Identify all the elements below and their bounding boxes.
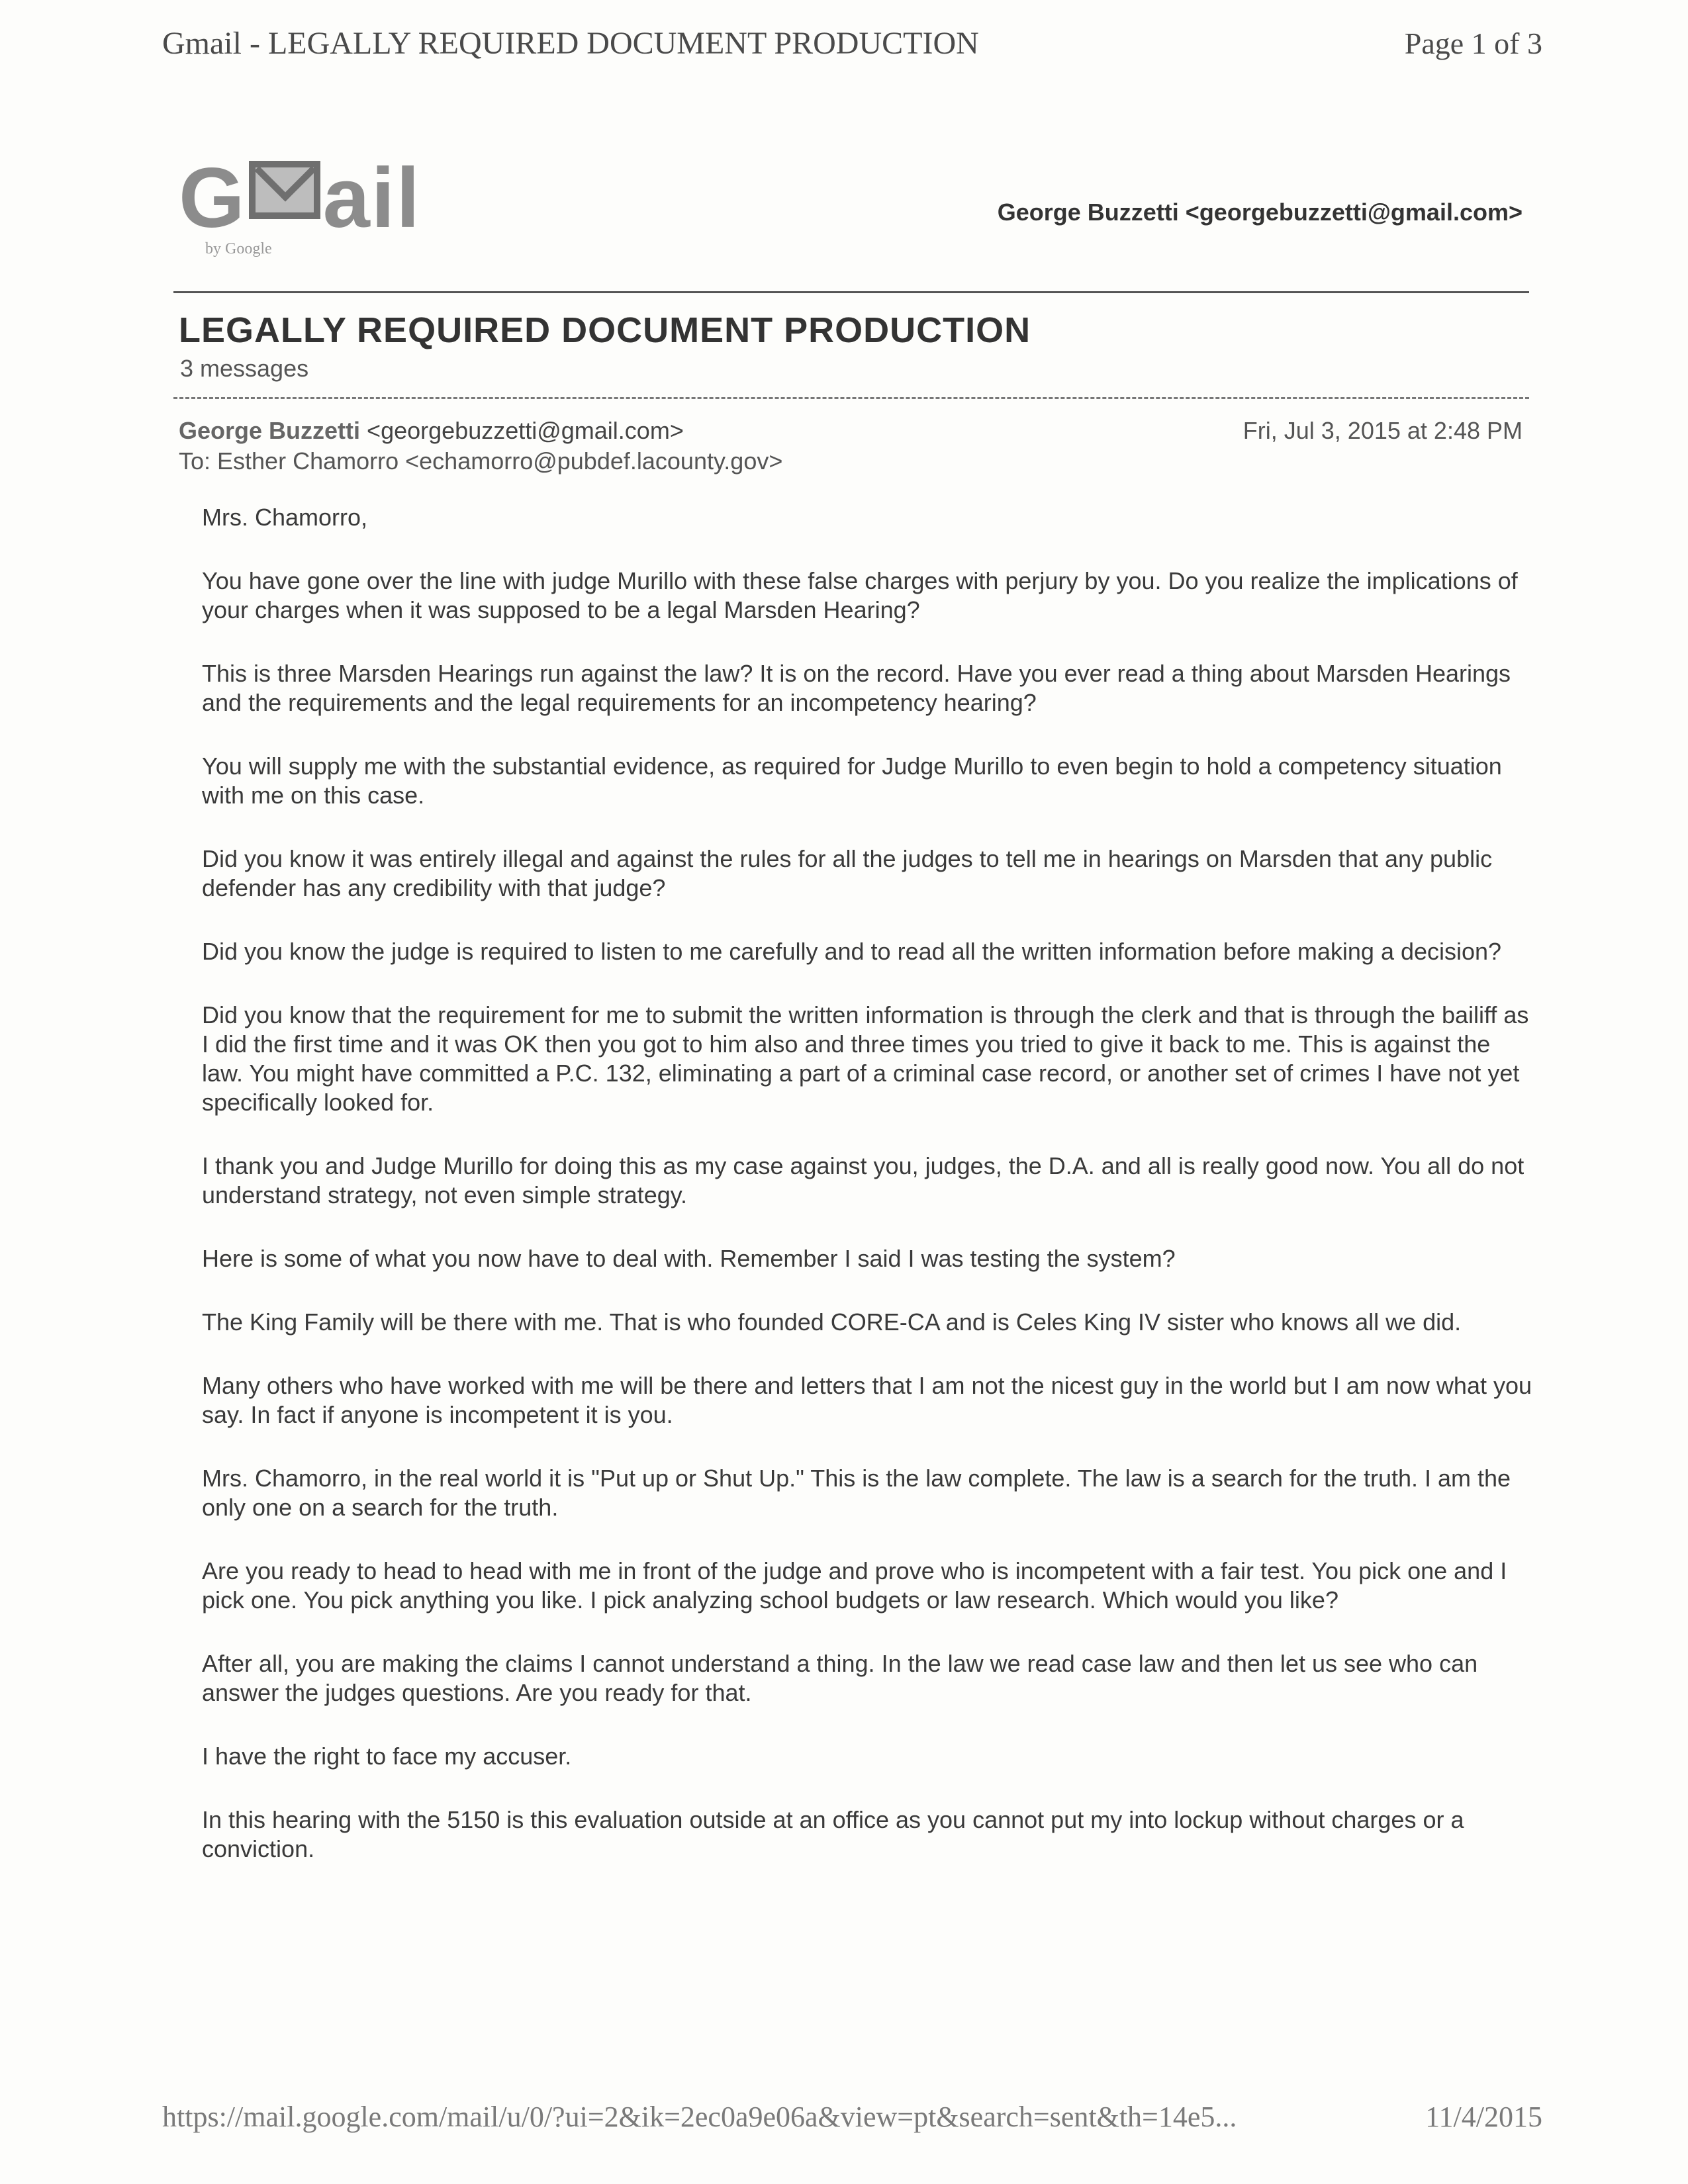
body-paragraph: Many others who have worked with me will be there and letters that I am not the nicest guy in the world but I am now what you say. In fact if anyone is incompetent it is you. <box>202 1372 1532 1428</box>
message-count: 3 messages <box>180 355 309 382</box>
thread-subject: LEGALLY REQUIRED DOCUMENT PRODUCTION <box>179 310 1031 350</box>
message-recipient: To: Esther Chamorro <echamorro@pubdef.lacounty.gov> <box>179 447 783 475</box>
print-header <box>162 20 1542 66</box>
body-paragraph: After all, you are making the claims I cannot understand a thing. In the law we read case law and then let us see who can answer the judges questions. Are you ready for that. <box>202 1650 1478 1706</box>
body-paragraph: Did you know that the requirement for me to submit the written information is through the clerk and that is through the bailiff as I did the first time and it was OK then you got to him also and three times you tried to give it back to me. This is against the law. You might have committed a P.C. 132, eliminating a part of a criminal case record, or another set of crimes I have not yet specifically looked for. <box>202 1001 1529 1116</box>
footer-date: 11/4/2015 <box>1425 2100 1542 2133</box>
account-address: George Buzzetti <georgebuzzetti@gmail.com> <box>997 199 1523 226</box>
body-paragraph: Here is some of what you now have to deal with. Remember I said I was testing the system? <box>202 1245 1176 1272</box>
gmail-envelope-icon <box>249 161 320 219</box>
print-footer <box>162 2097 1542 2136</box>
sender-name: George Buzzetti <box>179 417 361 444</box>
message-body <box>202 503 1532 1898</box>
body-paragraph: This is three Marsden Hearings run against the law? It is on the record. Have you ever read a thing about Marsden Hearings and the requirements and the legal requirements for an incompetency hearing? <box>202 660 1511 716</box>
logo-wordmark-left: G <box>179 151 246 246</box>
body-paragraph: Mrs. Chamorro, in the real world it is "Put up or Shut Up." This is the law complete. The law is a search for the truth. I am the only one on a search for the truth. <box>202 1465 1511 1521</box>
gmail-logo <box>179 149 470 275</box>
body-paragraph: In this hearing with the 5150 is this evaluation outside at an office as you cannot put my into lockup without charges or a conviction. <box>202 1806 1464 1862</box>
header-divider <box>173 291 1529 293</box>
footer-url: https://mail.google.com/mail/u/0/?ui=2&ik=2ec0a9e06a&view=pt&search=sent&th=14e5... <box>162 2100 1237 2133</box>
logo-wordmark-right: ail <box>322 151 421 246</box>
print-title: Gmail - LEGALLY REQUIRED DOCUMENT PRODUCTION <box>162 25 979 61</box>
body-paragraph: Did you know it was entirely illegal and against the rules for all the judges to tell me in hearings on Marsden that any public defender has any credibility with that judge? <box>202 845 1493 901</box>
body-paragraph: Did you know the judge is required to listen to me carefully and to read all the written information before making a decision? <box>202 938 1502 965</box>
message-date: Fri, Jul 3, 2015 at 2:48 PM <box>1243 417 1523 444</box>
message-sender <box>179 417 684 445</box>
body-paragraph: The King Family will be there with me. That is who founded CORE-CA and is Celes King IV sister who knows all we did. <box>202 1308 1462 1336</box>
body-paragraph: I thank you and Judge Murillo for doing this as my case against you, judges, the D.A. and all is really good now. You all do not understand strategy, not even simple strategy. <box>202 1152 1524 1208</box>
logo-byline: by Google <box>205 240 272 257</box>
body-paragraph: Are you ready to head to head with me in front of the judge and prove who is incompetent with a fair test. You pick one and I pick one. You pick anything you like. I pick analyzing school budgets or law research. Which would you like? <box>202 1557 1507 1614</box>
body-paragraph: I have the right to face my accuser. <box>202 1743 572 1770</box>
body-paragraph: You have gone over the line with judge Murillo with these false charges with perjury by you. Do you realize the implications of your charges when it was supposed to be a legal Marsden Hearing? <box>202 567 1518 623</box>
sender-email: <georgebuzzetti@gmail.com> <box>367 417 684 444</box>
body-paragraph: You will supply me with the substantial evidence, as required for Judge Murillo to even begin to hold a competency situation with me on this case. <box>202 752 1502 809</box>
message-divider <box>173 397 1529 399</box>
message-greeting: Mrs. Chamorro, <box>202 504 368 531</box>
page-number: Page 1 of 3 <box>1404 26 1542 60</box>
